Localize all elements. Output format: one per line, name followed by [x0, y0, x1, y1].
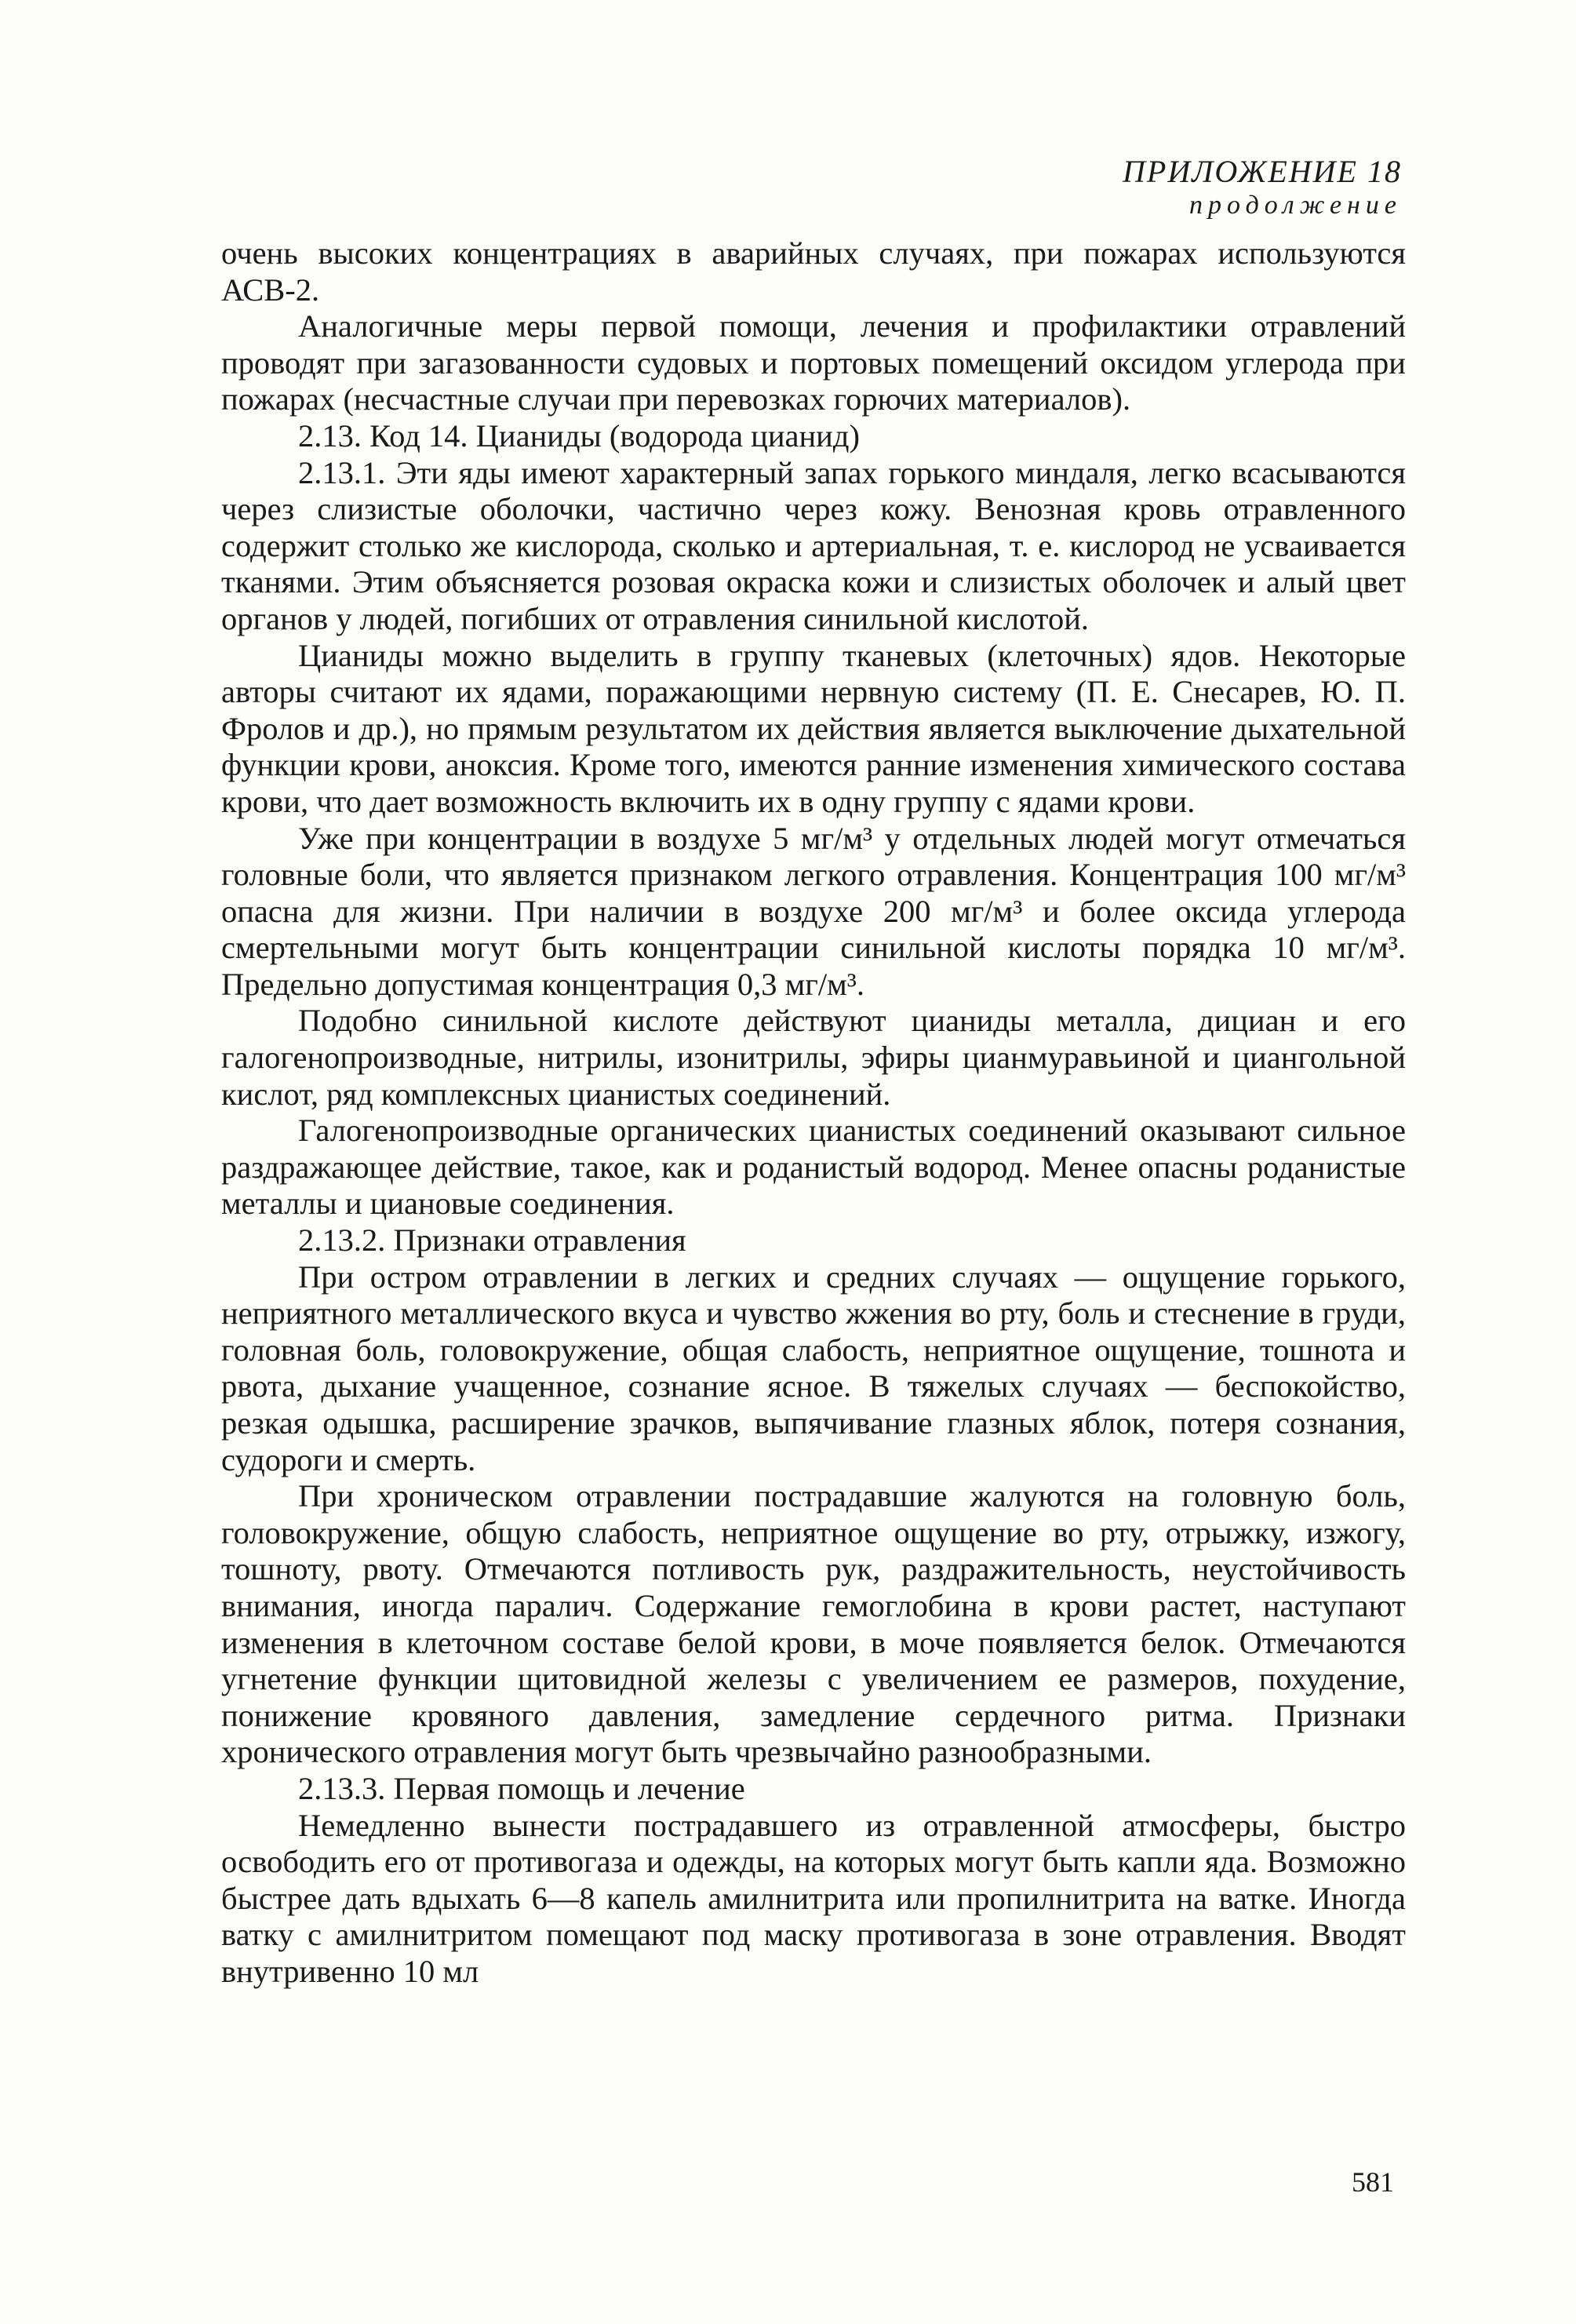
body-text [221, 235, 1406, 1991]
paragraph: Цианиды можно выделить в группу тканевых (клеточных) ядов. Некоторые авторы считают их ядами, поражающими нервную систему (П. Е. Снесарев, Ю. П. Фролов и др.), но прямым результатом их действия является выключение дыхательной функции крови, аноксия. Кроме того, имеются ранние изменения химического состава крови, что дает возможность включить их в одну группу с ядами крови. [221, 637, 1406, 819]
paragraph: При остром отравлении в легких и средних случаях — ощущение горького, неприятного металлического вкуса и чувство жжения во рту, боль и стеснение в груди, головная боль, головокружение, общая слабость, неприятное ощущение, тошнота и рвота, дыхание учащенное, сознание ясное. В тяжелых случаях — беспокойство, резкая одышка, расширение зрачков, выпячивание глазных яблок, потеря сознания, судороги и смерть. [221, 1259, 1406, 1477]
paragraph: Галогенопроизводные органических цианистых соединений оказывают сильное раздражающее действие, такое, как и роданистый водород. Менее опасны роданистые металлы и циановые соединения. [221, 1113, 1406, 1222]
paragraph: При хроническом отравлении пострадавшие жалуются на головную боль, головокружение, общую слабость, неприятное ощущение во рту, отрыжку, изжогу, тошноту, рвоту. Отмечаются потливость рук, раздражительность, неустойчивость внимания, иногда паралич. Содержание гемоглобина в крови растет, наступают изменения в клеточном составе белой крови, в моче появляется белок. Отмечаются угнетение функции щитовидной железы с увеличением ее размеров, похудение, понижение кровяного давления, замедление сердечного ритма. Признаки хронического отравления могут быть чрезвычайно разнообразными. [221, 1478, 1406, 1770]
paragraph: очень высоких концентрациях в аварийных случаях, при пожарах используются АСВ-2. [221, 235, 1406, 308]
section-heading: 2.13. Код 14. Цианиды (водорода цианид) [298, 417, 860, 454]
continuation-label: продолжение [1189, 191, 1402, 220]
paragraph: 2.13.1. Эти яды имеют характерный запах горького миндаля, легко всасываются через слизистые оболочки, частично через кожу. Венозная кровь отравленного содержит столько же кислорода, сколько и артериальная, т. е. кислород не усваивается тканями. Этим объясняется розовая окраска кожи и слизистых оболочек и алый цвет органов у людей, погибших от отравления синильной кислотой. [221, 454, 1406, 636]
paragraph: Уже при концентрации в воздухе 5 мг/м³ у отдельных людей могут отмечаться головные боли, что является признаком легкого отравления. Концентрация 100 мг/м³ опасна для жизни. При наличии в воздухе 200 мг/м³ и более оксида углерода смертельными могут быть концентрации синильной кислоты порядка 10 мг/м³. Предельно допустимая концентрация 0,3 мг/м³. [221, 820, 1406, 1002]
section-heading: 2.13.3. Первая помощь и лечение [298, 1770, 745, 1806]
paragraph: Аналогичные меры первой помощи, лечения и профилактики отравлений проводят при загазованности судовых и портовых помещений оксидом углерода при пожарах (несчастные случаи при перевозках горючих материалов). [221, 308, 1406, 417]
running-header [1123, 154, 1402, 220]
paragraph: Немедленно вынести пострадавшего из отравленной атмосферы, быстро освободить его от противогаза и одежды, на которых могут быть капли яда. Возможно быстрее дать вдыхать 6—8 капель амилнитрита или пропилнитрита на ватке. Иногда ватку с амилнитритом помещают под маску противогаза в зоне отравления. Вводят внутривенно 10 мл [221, 1807, 1406, 1989]
section-heading: 2.13.2. Признаки отравления [298, 1222, 686, 1259]
page-number: 581 [1352, 2166, 1394, 2198]
appendix-title: ПРИЛОЖЕНИЕ 18 [1123, 154, 1402, 189]
paragraph: Подобно синильной кислоте действуют цианиды металла, дициан и его галогенопроизводные, нитрилы, изонитрилы, эфиры цианмуравьиной и циангольной кислот, ряд комплексных цианистых соединений. [221, 1003, 1406, 1112]
